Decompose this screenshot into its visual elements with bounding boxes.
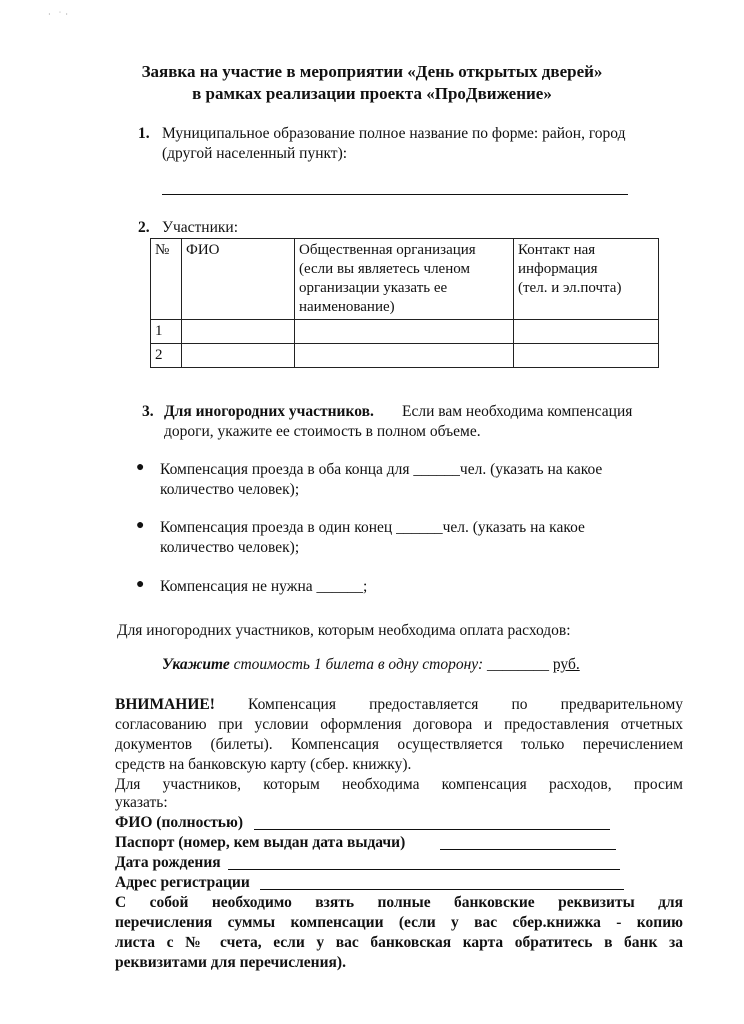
- field-passport-label: Паспорт (номер, кем выдан дата выдачи): [115, 834, 406, 851]
- row-1-contact-cell[interactable]: [514, 320, 659, 344]
- attention-line-6: указать:: [115, 794, 168, 811]
- municipality-input-line[interactable]: [162, 194, 628, 195]
- field-birth-line[interactable]: [228, 869, 620, 870]
- scan-specks: · ˙ ·: [48, 10, 68, 19]
- ticket-unit: руб.: [552, 656, 580, 673]
- field-fio-line[interactable]: [254, 829, 610, 830]
- bullet-icon: ●: [136, 460, 145, 475]
- row-1-fio-cell[interactable]: [182, 320, 295, 344]
- ticket-label-rest: стоимость 1 билета в одну сторону:: [233, 656, 484, 673]
- attention-line-5: Для участников, которым необходима компенсация расходов, просим: [115, 776, 683, 793]
- option-1-line-2: количество человек);: [160, 481, 300, 498]
- ticket-label-bold: Укажите: [162, 656, 230, 673]
- section-3-bold: Для иногородних участников.: [164, 403, 374, 420]
- row-2-fio-cell[interactable]: [182, 344, 295, 368]
- bank-note-line-1: С собой необходимо взять полные банковские реквизиты для: [115, 894, 683, 911]
- row-2-contact-cell[interactable]: [514, 344, 659, 368]
- table-row: [151, 320, 659, 344]
- section-1-line-1: Муниципальное образование полное название по форме: район, город: [162, 125, 626, 142]
- option-2-line-1: Компенсация проезда в один конец ______чел. (указать на какое: [160, 519, 585, 536]
- bank-note-line-4: реквизитами для перечисления).: [115, 954, 346, 971]
- ticket-price-line: [162, 655, 580, 675]
- attention-line-3: документов (билеты). Компенсация осуществляется только перечислением: [115, 736, 683, 753]
- header-contact: [514, 239, 659, 320]
- header-fio: ФИО: [182, 239, 295, 320]
- row-1-org-cell[interactable]: [295, 320, 514, 344]
- section-3-number: 3.: [142, 403, 154, 420]
- attention-line-1-rest: Компенсация предоставляется по предварительному: [248, 696, 684, 713]
- header-org-line-2: (если вы являетесь членом: [299, 261, 470, 277]
- header-contact-line-2: информация: [518, 261, 598, 277]
- bank-note-line-3: листа с № счета, если у вас банковская карта обратитесь в банк за: [115, 934, 683, 951]
- field-passport-line[interactable]: [440, 849, 616, 850]
- field-address-label: Адрес регистрации: [115, 874, 250, 891]
- bank-note-line-2: перечисления суммы компенсации (если у вас сбер.книжка - копию: [115, 914, 683, 931]
- table-header-row: [151, 239, 659, 320]
- section-2-label: Участники:: [162, 219, 239, 236]
- section-2-number: 2.: [138, 219, 150, 236]
- section-1-line-2: (другой населенный пункт):: [162, 145, 348, 162]
- row-2-org-cell[interactable]: [295, 344, 514, 368]
- header-org-line-3: организации указать ее: [299, 280, 448, 296]
- header-org-line-1: Общественная организация: [299, 242, 476, 258]
- field-fio-label: ФИО (полностью): [115, 814, 244, 831]
- header-no: №: [151, 239, 182, 320]
- attention-line-2: согласованию при условии оформления договора и предоставления отчетных: [115, 716, 683, 733]
- section-3-line-2: дороги, укажите ее стоимость в полном объеме.: [164, 423, 481, 440]
- table-row: [151, 344, 659, 368]
- bullet-icon: ●: [136, 518, 145, 533]
- attention-word: ВНИМАНИЕ!: [115, 696, 215, 713]
- participants-table: [150, 238, 659, 368]
- option-3: Компенсация не нужна ______;: [160, 578, 368, 595]
- row-number: 1: [151, 320, 182, 344]
- field-birth-label: Дата рождения: [115, 854, 221, 871]
- attention-line-4: средств на банковскую карту (сбер. книжку).: [115, 756, 412, 773]
- payment-intro: Для иногородних участников, которым необходима оплата расходов:: [117, 622, 571, 639]
- title-line-1: Заявка на участие в мероприятии «День открытых дверей»: [141, 62, 603, 81]
- attention-line-1: [115, 695, 683, 715]
- option-1-line-1: Компенсация проезда в оба конца для ______чел. (указать на какое: [160, 461, 603, 478]
- bullet-icon: ●: [136, 577, 145, 592]
- header-org: [295, 239, 514, 320]
- header-contact-line-3: (тел. и эл.почта): [518, 280, 622, 296]
- ticket-price-blank[interactable]: ________: [486, 656, 549, 673]
- header-org-line-4: наименование): [299, 299, 395, 315]
- field-address-line[interactable]: [260, 889, 624, 890]
- row-number: 2: [151, 344, 182, 368]
- section-3-line-1: Если вам необходима компенсация: [402, 403, 633, 420]
- section-1-number: 1.: [138, 125, 150, 142]
- header-contact-line-1: Контакт ная: [518, 242, 596, 258]
- title-line-2: в рамках реализации проекта «ПроДвижение»: [192, 84, 552, 103]
- option-2-line-2: количество человек);: [160, 539, 300, 556]
